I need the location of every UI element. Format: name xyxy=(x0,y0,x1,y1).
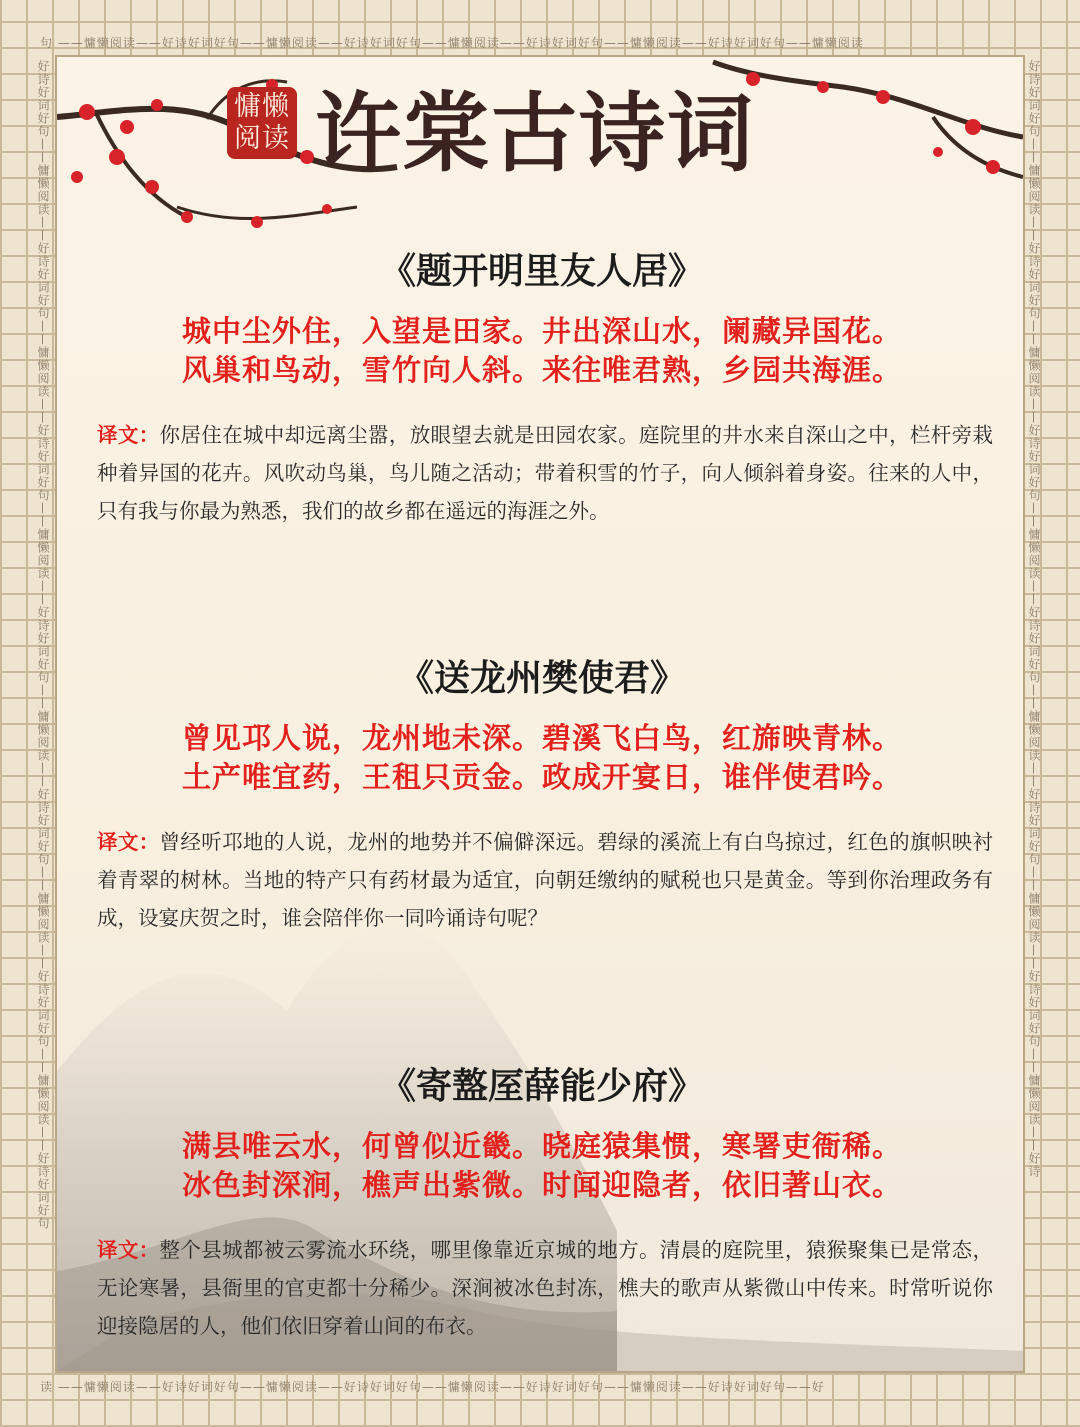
translation-label: 译文： xyxy=(97,830,160,854)
poem-translation xyxy=(97,1231,993,1345)
poem-line-2: 土产唯宜药，王租只贡金。政成开宴日，谁伴使君吟。 xyxy=(181,760,902,794)
watermark-left: 好诗好词好句——慵懒阅读——好诗好词好句——慵懒阅读——好诗好词好句——慵懒阅读——好诗好词好句——慵懒阅读——好诗好词好句——慵懒阅读——好诗好词好句——慵懒阅读——好诗好词好句 xyxy=(36,60,50,1230)
poem-translation xyxy=(97,823,993,937)
content-panel xyxy=(55,55,1025,1373)
poem-line-2: 冰色封深涧，樵声出紫微。时闻迎隐者，依旧著山衣。 xyxy=(181,1168,902,1202)
poem-section-2 xyxy=(57,657,1025,937)
poem-section-3 xyxy=(57,1065,1025,1345)
poem-title: 《送龙州樊使君》 xyxy=(397,658,686,699)
watermark-right: 好诗好词好句——慵懒阅读——好诗好词好句——慵懒阅读——好诗好词好句——慵懒阅读——好诗好词好句——慵懒阅读——好诗好词好句——慵懒阅读——好诗好词好句——慵懒阅读——好诗 xyxy=(1027,60,1041,1178)
translation-label: 译文： xyxy=(97,1238,160,1262)
poem-lines xyxy=(57,312,1025,390)
poem-translation xyxy=(97,416,993,530)
seal-line-2: 阅读 xyxy=(234,123,290,154)
poem-line-2: 风巢和鸟动，雪竹向人斜。来往唯君熟，乡园共海涯。 xyxy=(181,353,902,387)
poem-title: 《题开明里友人居》 xyxy=(379,251,704,292)
seal-line-1: 慵懒 xyxy=(234,91,290,122)
watermark-top: 句 ——慵懒阅读——好诗好词好句——慵懒阅读——好诗好词好句——慵懒阅读——好诗好词好句——慵懒阅读——好诗好词好句——慵懒阅读 xyxy=(40,36,864,50)
translation-text: 你居住在城中却远离尘嚣，放眼望去就是田园农家。庭院里的井水来自深山之中，栏杆旁栽种着异国的花卉。风吹动鸟巢，鸟儿随之活动；带着积雪的竹子，向人倾斜着身姿。往来的人中，只有我与你最为熟悉，我们的故乡都在遥远的海涯之外。 xyxy=(97,423,994,523)
poem-line-1: 曾见邛人说，龙州地未深。碧溪飞白鸟，红旆映青林。 xyxy=(181,721,902,755)
poem-lines xyxy=(57,1127,1025,1205)
poem-title: 《寄盩厔薛能少府》 xyxy=(379,1066,704,1107)
poem-line-1: 满县唯云水，何曾似近畿。晓庭猿集惯，寒署吏衙稀。 xyxy=(181,1129,902,1163)
watermark-bottom: 读 ——慵懒阅读——好诗好词好句——慵懒阅读——好诗好词好句——慵懒阅读——好诗好词好句——慵懒阅读——好诗好词好句——好 xyxy=(40,1380,825,1394)
poem-lines xyxy=(57,719,1025,797)
poem-line-1: 城中尘外住，入望是田家。井出深山水，阑藏异国花。 xyxy=(181,314,902,348)
seal-stamp xyxy=(227,87,297,159)
page-title: 许棠古诗词 xyxy=(315,83,755,184)
poem-section-1 xyxy=(57,250,1025,530)
translation-text: 整个县城都被云雾流水环绕，哪里像靠近京城的地方。清晨的庭院里，猿猴聚集已是常态，无论寒暑，县衙里的官吏都十分稀少。深涧被冰色封冻，樵夫的歌声从紫微山中传来。时常听说你迎接隐居的人，他们依旧穿着山间的布衣。 xyxy=(97,1238,994,1338)
translation-text: 曾经听邛地的人说，龙州的地势并不偏僻深远。碧绿的溪流上有白鸟掠过，红色的旗帜映衬着青翠的树林。当地的特产只有药材最为适宜，向朝廷缴纳的赋税也只是黄金。等到你治理政务有成，设宴庆贺之时，谁会陪伴你一同吟诵诗句呢？ xyxy=(97,830,994,930)
translation-label: 译文： xyxy=(97,423,160,447)
